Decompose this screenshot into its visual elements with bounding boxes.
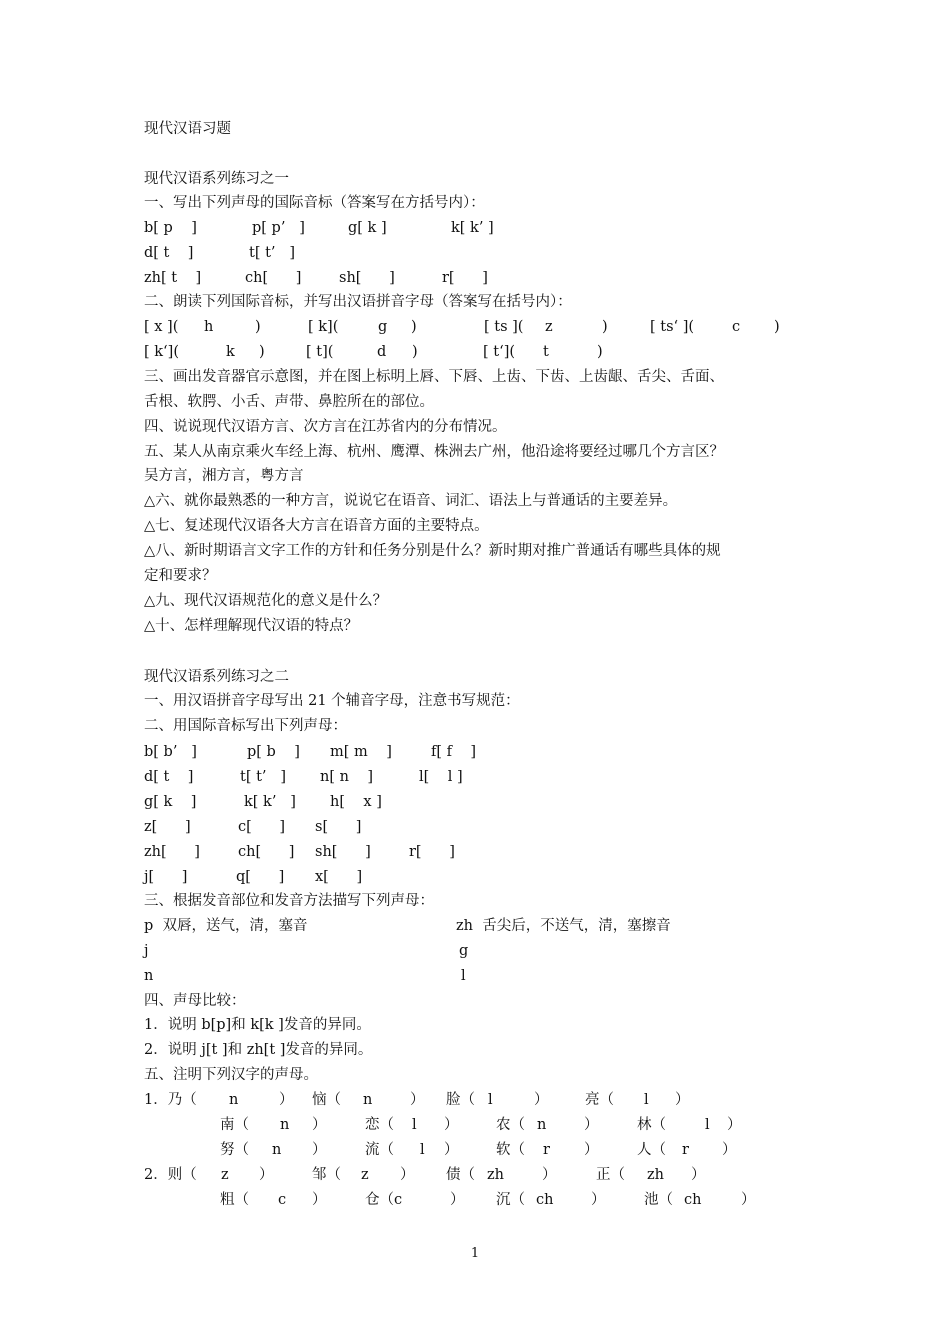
- initial-answer: zh: [647, 1167, 664, 1183]
- initial-answer: c: [278, 1192, 287, 1208]
- ipa-cell: g[ k ]: [144, 794, 197, 810]
- char-prompt: 池（: [644, 1192, 673, 1208]
- paren-close: ): [602, 319, 608, 335]
- initial-answer: n: [229, 1092, 239, 1108]
- initial-answer: z: [361, 1167, 369, 1183]
- char-prompt: 人（: [637, 1142, 666, 1158]
- paren-close: ）: [722, 1142, 737, 1158]
- char-prompt: 流（: [365, 1142, 394, 1158]
- initial-answer: r: [543, 1142, 550, 1158]
- s2-question-2: 二、用国际音标写出下列声母：: [144, 718, 347, 734]
- paren-close: ）: [279, 1092, 294, 1108]
- char-prompt: 粗（: [220, 1192, 249, 1208]
- s1-question-8: △八、新时期语言文字工作的方针和任务分别是什么？新时期对推广普通话有哪些具体的规: [144, 543, 721, 559]
- initial-answer: l: [705, 1117, 710, 1133]
- ipa-cell: r[ ]: [409, 844, 455, 860]
- ipa-cell: ch[ ]: [245, 270, 302, 286]
- ipa-symbol: [ ts‘ ](: [650, 319, 695, 335]
- describe-right: zh 舌尖后，不送气，清，塞擦音: [456, 918, 671, 934]
- char-prompt: 2．则（: [144, 1167, 197, 1183]
- page-number: 1: [470, 1246, 480, 1261]
- char-prompt: 1．乃（: [144, 1092, 197, 1108]
- paren-close: ）: [444, 1142, 459, 1158]
- paren-close: ）: [534, 1092, 549, 1108]
- initial-answer: ch: [536, 1192, 554, 1208]
- ipa-cell: zh[ ]: [144, 844, 200, 860]
- char-prompt: 脸（: [446, 1092, 475, 1108]
- ipa-cell: zh[ t ]: [144, 270, 202, 286]
- initial-answer: l: [644, 1092, 649, 1108]
- describe-right: g: [459, 943, 469, 959]
- s1-question-4: 四、说说现代汉语方言、次方言在江苏省内的分布情况。: [144, 419, 507, 435]
- char-prompt: 林（: [637, 1117, 666, 1133]
- paren-close: ）: [444, 1117, 459, 1133]
- initial-answer: n: [280, 1117, 290, 1133]
- ipa-cell: sh[ ]: [315, 844, 371, 860]
- initial-answer: zh: [487, 1167, 504, 1183]
- ipa-cell: r[ ]: [442, 270, 488, 286]
- s1-question-10: △十、怎样理解现代汉语的特点？: [144, 618, 359, 634]
- ipa-cell: x[ ]: [315, 869, 363, 885]
- ipa-cell: t[ t’ ]: [240, 769, 287, 785]
- s1-question-3: 三、画出发音器官示意图，并在图上标明上唇、下唇、上齿、下齿、上齿龈、舌尖、舌面、: [144, 369, 724, 385]
- s1-answer-5: 吴方言，湘方言，粤方言: [144, 468, 304, 484]
- initial-answer: l: [420, 1142, 425, 1158]
- paren-close: ）: [312, 1117, 327, 1133]
- ipa-symbol: [ k](: [308, 319, 339, 335]
- paren-close: ): [774, 319, 780, 335]
- initial-answer: n: [272, 1142, 282, 1158]
- initial-answer: ch: [684, 1192, 702, 1208]
- s1-question-6: △六、就你最熟悉的一种方言，说说它在语音、词汇、语法上与普通话的主要差异。: [144, 493, 678, 509]
- paren-close: ): [411, 319, 417, 335]
- ipa-cell: sh[ ]: [339, 270, 395, 286]
- s2-question-1: 一、用汉语拼音字母写出 21 个辅音字母，注意书写规范：: [144, 693, 520, 709]
- pinyin-answer: k: [226, 344, 235, 360]
- ipa-cell: q[ ]: [236, 869, 285, 885]
- s1-question-9: △九、现代汉语规范化的意义是什么？: [144, 593, 388, 609]
- ipa-cell: s[ ]: [315, 819, 362, 835]
- ipa-cell: m[ m ]: [330, 744, 392, 760]
- s2-question-3: 三、根据发音部位和发音方法描写下列声母：: [144, 893, 434, 909]
- char-prompt: 债（: [446, 1167, 475, 1183]
- document-title: 现代汉语习题: [144, 121, 231, 137]
- ipa-symbol: [ t‘](: [483, 344, 516, 360]
- ipa-cell: z[ ]: [144, 819, 191, 835]
- ipa-cell: k[ k’ ]: [451, 220, 494, 236]
- pinyin-answer: h: [204, 319, 214, 335]
- ipa-symbol: [ ts ](: [484, 319, 524, 335]
- s2-question-4: 四、声母比较：: [144, 993, 246, 1009]
- char-prompt: 恼（: [312, 1092, 341, 1108]
- pinyin-answer: c: [732, 319, 741, 335]
- ipa-cell: f[ f ]: [431, 744, 477, 760]
- char-prompt: 恋（: [365, 1117, 394, 1133]
- paren-close: ）: [584, 1117, 599, 1133]
- ipa-cell: h[ x ]: [330, 794, 382, 810]
- pinyin-answer: d: [377, 344, 387, 360]
- paren-close: ）: [741, 1192, 756, 1208]
- describe-right: l: [461, 968, 466, 984]
- pinyin-answer: z: [545, 319, 553, 335]
- paren-close: ）: [259, 1167, 274, 1183]
- char-prompt: 南（: [220, 1117, 249, 1133]
- char-prompt: 邹（: [312, 1167, 341, 1183]
- paren-close: ）: [312, 1192, 327, 1208]
- ipa-cell: n[ n ]: [320, 769, 374, 785]
- paren-close: ): [412, 344, 418, 360]
- s2-compare-1: 1．说明 b[p]和 k[k ]发音的异同。: [144, 1017, 371, 1033]
- ipa-cell: p[ p’ ]: [252, 220, 305, 236]
- s1-question-5: 五、某人从南京乘火车经上海、杭州、鹰潭、株洲去广州，他沿途将要经过哪几个方言区？: [144, 444, 724, 460]
- paren-close: ）: [400, 1167, 415, 1183]
- section-1-heading: 现代汉语系列练习之一: [144, 171, 289, 187]
- ipa-cell: b[ b’ ]: [144, 744, 197, 760]
- describe-left: n: [144, 968, 154, 984]
- describe-left: j: [144, 943, 149, 959]
- ipa-cell: d[ t ]: [144, 769, 194, 785]
- paren-close: ): [255, 319, 261, 335]
- ipa-cell: k[ k’ ]: [244, 794, 296, 810]
- s2-compare-2: 2．说明 j[t ]和 zh[t ]发音的异同。: [144, 1042, 373, 1058]
- section-2-heading: 现代汉语系列练习之二: [144, 669, 289, 685]
- paren-close: ）: [450, 1192, 465, 1208]
- char-prompt: 正（: [596, 1167, 625, 1183]
- paren-close: ）: [312, 1142, 327, 1158]
- ipa-symbol: [ k‘](: [144, 344, 179, 360]
- describe-left: p 双唇，送气，清，塞音: [144, 918, 308, 934]
- ipa-cell: b[ p ]: [144, 220, 197, 236]
- s1-question-3-cont: 舌根、软腭、小舌、声带、鼻腔所在的部位。: [144, 394, 434, 410]
- ipa-cell: t[ t’ ]: [249, 245, 296, 261]
- initial-answer: n: [537, 1117, 547, 1133]
- ipa-cell: j[ ]: [144, 869, 188, 885]
- ipa-cell: p[ b ]: [247, 744, 300, 760]
- ipa-cell: d[ t ]: [144, 245, 194, 261]
- ipa-cell: c[ ]: [238, 819, 286, 835]
- char-prompt: 亮（: [585, 1092, 614, 1108]
- paren-close: ）: [675, 1092, 690, 1108]
- pinyin-answer: g: [378, 319, 388, 335]
- ipa-symbol: [ t](: [306, 344, 334, 360]
- initial-answer: z: [221, 1167, 229, 1183]
- initial-answer: l: [412, 1117, 417, 1133]
- char-prompt: 农（: [496, 1117, 525, 1133]
- paren-close: ): [597, 344, 603, 360]
- paren-close: ）: [591, 1192, 606, 1208]
- char-prompt: 软（: [496, 1142, 525, 1158]
- ipa-cell: g[ k ]: [348, 220, 387, 236]
- s1-question-2: 二、朗读下列国际音标，并写出汉语拼音字母（答案写在括号内）：: [144, 294, 572, 310]
- paren-close: ）: [691, 1167, 706, 1183]
- s2-question-5: 五、注明下列汉字的声母。: [144, 1067, 318, 1083]
- initial-answer: l: [488, 1092, 493, 1108]
- s1-question-7: △七、复述现代汉语各大方言在语音方面的主要特点。: [144, 518, 489, 534]
- char-prompt: 仓（c: [365, 1192, 403, 1208]
- s1-question-8-cont: 定和要求？: [144, 568, 217, 584]
- ipa-cell: l[ l ]: [419, 769, 463, 785]
- paren-close: ）: [410, 1092, 425, 1108]
- ipa-symbol: [ x ](: [144, 319, 179, 335]
- pinyin-answer: t: [543, 344, 549, 360]
- paren-close: ）: [727, 1117, 742, 1133]
- paren-close: ）: [542, 1167, 557, 1183]
- ipa-cell: ch[ ]: [238, 844, 295, 860]
- initial-answer: r: [682, 1142, 689, 1158]
- paren-close: ）: [584, 1142, 599, 1158]
- char-prompt: 沉（: [496, 1192, 525, 1208]
- initial-answer: n: [363, 1092, 373, 1108]
- s1-question-1: 一、写出下列声母的国际音标（答案写在方括号内）：: [144, 195, 485, 211]
- paren-close: ): [259, 344, 265, 360]
- char-prompt: 努（: [220, 1142, 249, 1158]
